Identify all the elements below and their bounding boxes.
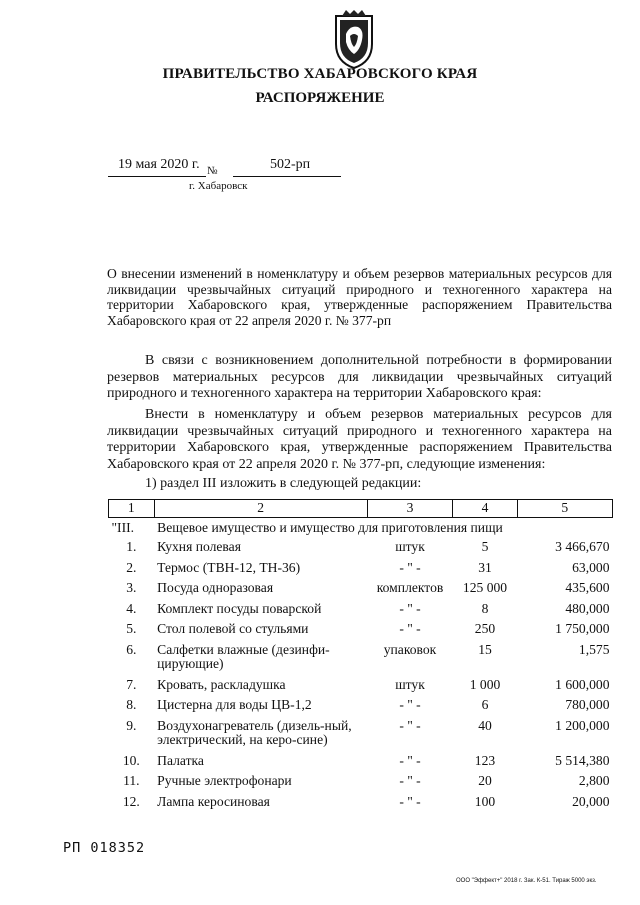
row-quantity: 100	[474, 793, 496, 809]
table-header-cell: 1	[109, 500, 155, 518]
table-header-cell: 2	[154, 500, 367, 518]
row-name: Салфетки влажные (дезинфи-цирующие)	[157, 641, 330, 671]
row-amount: 3 466,670	[555, 539, 610, 554]
coat-of-arms-icon	[332, 10, 376, 70]
row-unit: - " -	[399, 621, 421, 636]
body-paragraph-2: Внести в номенклатуру и объем резервов материальных ресурсов для ликвидации чрезвычайных ситуаций природного и техногенного характера на территории Хабаровского края, утвержденные распоряжением Правительства Хабаровского края от 22 апреля 2020 г. № 377-рп, следующие изменения:	[107, 407, 612, 472]
row-name: Цистерна для воды ЦВ-1,2	[157, 697, 312, 712]
table-section-row	[109, 518, 613, 539]
row-name: Кухня полевая	[157, 539, 241, 554]
row-number: 6.	[126, 641, 137, 657]
row-quantity: 40	[478, 717, 492, 733]
government-title: ПРАВИТЕЛЬСТВО ХАБАРОВСКОГО КРАЯ	[162, 66, 478, 82]
document-type: РАСПОРЯЖЕНИЕ	[255, 90, 385, 106]
row-name: Термос (ТВН-12, ТН-36)	[157, 559, 301, 575]
table-row	[109, 696, 613, 717]
table-row	[109, 717, 613, 752]
row-name: Палатка	[157, 752, 204, 768]
row-quantity: 250	[474, 621, 496, 636]
row-amount: 1 200,000	[555, 717, 610, 733]
row-unit: - " -	[399, 697, 421, 712]
city: г. Хабаровск	[189, 180, 248, 192]
row-amount: 480,000	[565, 600, 610, 616]
section-number: "III.	[111, 520, 135, 535]
row-quantity: 123	[474, 752, 496, 768]
row-quantity: 1 000	[469, 676, 501, 692]
table-header-row	[109, 500, 613, 518]
row-amount: 780,000	[565, 697, 610, 712]
row-unit: упаковок	[383, 641, 437, 657]
row-amount: 5 514,380	[555, 752, 610, 768]
row-number: 11.	[123, 773, 140, 788]
row-unit: - " -	[399, 600, 421, 616]
table-row	[109, 559, 613, 580]
row-number: 8.	[126, 697, 137, 712]
table-row	[109, 793, 613, 814]
row-number: 9.	[126, 717, 137, 733]
table-header-cell: 4	[453, 500, 517, 518]
row-amount: 1 750,000	[555, 621, 610, 636]
number-sign: №	[207, 165, 218, 177]
row-number: 7.	[126, 676, 137, 692]
row-unit: штук	[395, 676, 425, 692]
row-amount: 2,800	[578, 773, 610, 788]
document-number: 502-рп	[270, 157, 311, 172]
number-underline	[233, 176, 341, 177]
row-unit: - " -	[399, 559, 421, 575]
row-unit: комплектов	[376, 580, 444, 595]
row-amount: 63,000	[572, 559, 610, 575]
row-unit: - " -	[399, 752, 421, 768]
table-row	[109, 772, 613, 793]
row-name: Стол полевой со стульями	[157, 621, 309, 636]
row-quantity: 20	[478, 773, 492, 788]
row-name: Ручные электрофонари	[157, 773, 292, 788]
document-date: 19 мая 2020 г.	[118, 157, 200, 172]
row-amount: 435,600	[565, 580, 610, 595]
row-amount: 1 600,000	[555, 676, 610, 692]
resources-table	[108, 499, 613, 813]
row-name: Кровать, раскладушка	[157, 676, 286, 692]
row-quantity: 31	[478, 559, 492, 575]
row-unit: - " -	[399, 717, 421, 733]
table-row	[109, 641, 613, 676]
body-paragraph-3: 1) раздел III изложить в следующей редакции:	[145, 476, 422, 491]
row-number: 4.	[126, 600, 137, 616]
table-row	[109, 538, 613, 559]
body-paragraph-1: В связи с возникновением дополнительной потребности в формировании резервов материальных ресурсов для ликвидации чрезвычайных ситуаций природного и техногенного характера на территории Хабаровского края:	[107, 353, 612, 401]
table-header-cell: 5	[517, 500, 612, 518]
row-amount: 20,000	[572, 793, 610, 809]
form-code: РП 018352	[63, 840, 146, 856]
row-name: Воздухонагреватель (дизель-ный, электрический, на керо-сине)	[157, 717, 352, 747]
row-number: 12.	[122, 793, 140, 809]
table-row	[109, 579, 613, 600]
table-row	[109, 676, 613, 697]
table-header-cell: 3	[367, 500, 453, 518]
table-row	[109, 620, 613, 641]
table-row	[109, 600, 613, 621]
date-underline	[108, 176, 206, 177]
row-quantity: 15	[478, 641, 492, 657]
table-row	[109, 752, 613, 773]
document-subject: О внесении изменений в номенклатуру и объем резервов материальных ресурсов для ликвидации чрезвычайных ситуаций природного и техногенного характера на территории Хабаровского края, утвержденные распоряжением Правительства Хабаровского края от 22 апреля 2020 г. № 377-рп	[107, 266, 612, 328]
row-quantity: 5	[481, 539, 489, 554]
row-name: Посуда одноразовая	[157, 580, 274, 595]
row-number: 3.	[126, 580, 137, 595]
row-number: 10.	[122, 752, 140, 768]
printer-imprint: ООО "Эффект+" 2018 г. Зак. К-51. Тираж 5000 экз.	[456, 878, 597, 884]
row-name: Лампа керосиновая	[157, 793, 270, 809]
row-quantity: 125 000	[462, 580, 508, 595]
row-name: Комплект посуды поварской	[157, 600, 322, 616]
row-unit: - " -	[399, 793, 421, 809]
row-quantity: 6	[481, 697, 489, 712]
row-number: 1.	[126, 539, 137, 554]
row-quantity: 8	[481, 600, 489, 616]
row-unit: штук	[395, 539, 425, 554]
row-amount: 1,575	[578, 641, 610, 657]
section-title: Вещевое имущество и имущество для приготовления пищи	[157, 520, 503, 535]
row-number: 2.	[126, 559, 137, 575]
row-number: 5.	[126, 621, 137, 636]
row-unit: - " -	[399, 773, 421, 788]
